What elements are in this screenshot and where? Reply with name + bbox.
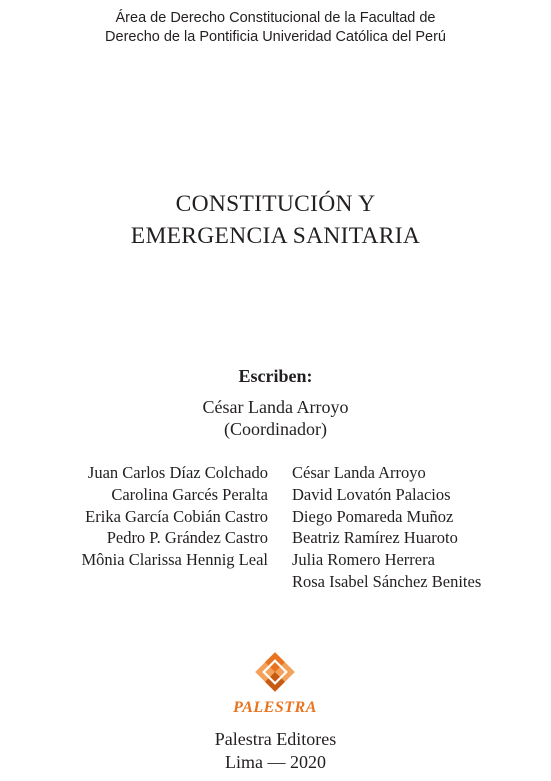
book-title-line-1: CONSTITUCIÓN Y: [175, 191, 376, 217]
coordinator-name: César Landa Arroyo: [202, 397, 349, 417]
author-name: Mônia Clarissa Hennig Leal: [81, 550, 268, 570]
palestra-logo: [233, 650, 317, 720]
author-name: Juan Carlos Díaz Colchado: [87, 463, 268, 482]
authors-right-column: [292, 462, 481, 593]
logo-wordmark: PALESTRA: [233, 699, 317, 716]
palestra-logo-icon: [233, 650, 317, 720]
institution-header: [0, 9, 551, 47]
coordinator-role: (Coordinador): [224, 419, 327, 439]
institution-line-1: Área de Derecho Constitucional de la Facultad de: [115, 10, 436, 26]
coordinator-block: [0, 396, 551, 440]
book-title: [0, 188, 551, 252]
book-title-line-2: EMERGENCIA SANITARIA: [130, 223, 421, 249]
author-name: César Landa Arroyo: [292, 463, 426, 482]
author-name: Julia Romero Herrera: [292, 550, 435, 570]
publisher-place-year: Lima — 2020: [225, 752, 326, 772]
authors-left-column: [82, 462, 269, 571]
author-name: Diego Pomareda Muñoz: [292, 506, 454, 526]
author-name: Carolina Garcés Peralta: [111, 484, 268, 504]
author-name: Pedro P. Grández Castro: [106, 528, 268, 548]
author-name: David Lovatón Palacios: [292, 484, 451, 504]
publisher-block: [0, 728, 551, 774]
author-name: Erika García Cobián Castro: [85, 506, 268, 526]
writers-heading: Escriben:: [238, 366, 313, 386]
author-name: Beatriz Ramírez Huaroto: [292, 528, 458, 548]
publisher-name: Palestra Editores: [214, 729, 337, 749]
author-name: Rosa Isabel Sánchez Benites: [292, 571, 482, 591]
institution-line-2: Derecho de la Pontificia Univeridad Católica del Perú: [105, 29, 446, 45]
